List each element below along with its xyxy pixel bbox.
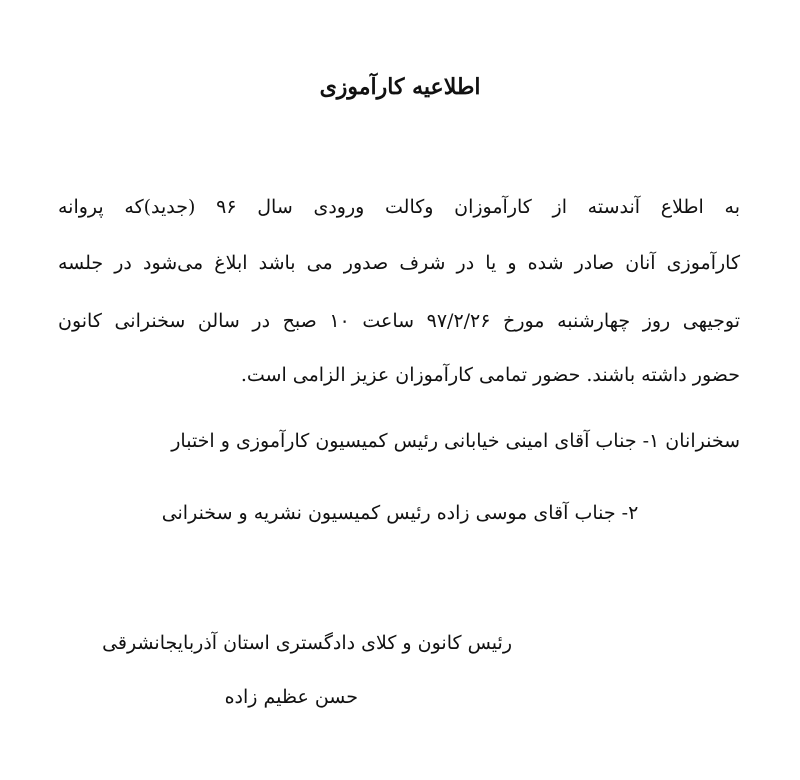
body-line-1: به اطلاع آندسته از کارآموزان وکالت ورودی سال ۹۶ (جدید)که پروانه (58, 196, 740, 218)
speaker-line-2: ۲- جناب آقای موسی زاده رئیس کمیسیون نشریه و سخنرانی (161, 502, 639, 524)
document-title: اطلاعیه کارآموزی (319, 74, 481, 100)
body-line-3: توجیهی روز چهارشنبه مورخ ۹۷/۲/۲۶ ساعت ۱۰ صبح در سالن سخنرانی کانون (58, 310, 740, 332)
speaker-line-1: سخنرانان ۱- جناب آقای امینی خیابانی رئیس کمیسیون کارآموزی و اختبار (171, 430, 740, 452)
signature-name: حسن عظیم زاده (224, 686, 358, 708)
body-line-4: حضور داشته باشند. حضور تمامی کارآموزان عزیز الزامی است. (240, 364, 740, 386)
signature-title: رئیس کانون و کلای دادگستری استان آذربایجانشرقی (102, 632, 512, 654)
body-line-2: کارآموزی آنان صادر شده و یا در شرف صدور می باشد ابلاغ می‌شود در جلسه (58, 252, 740, 274)
